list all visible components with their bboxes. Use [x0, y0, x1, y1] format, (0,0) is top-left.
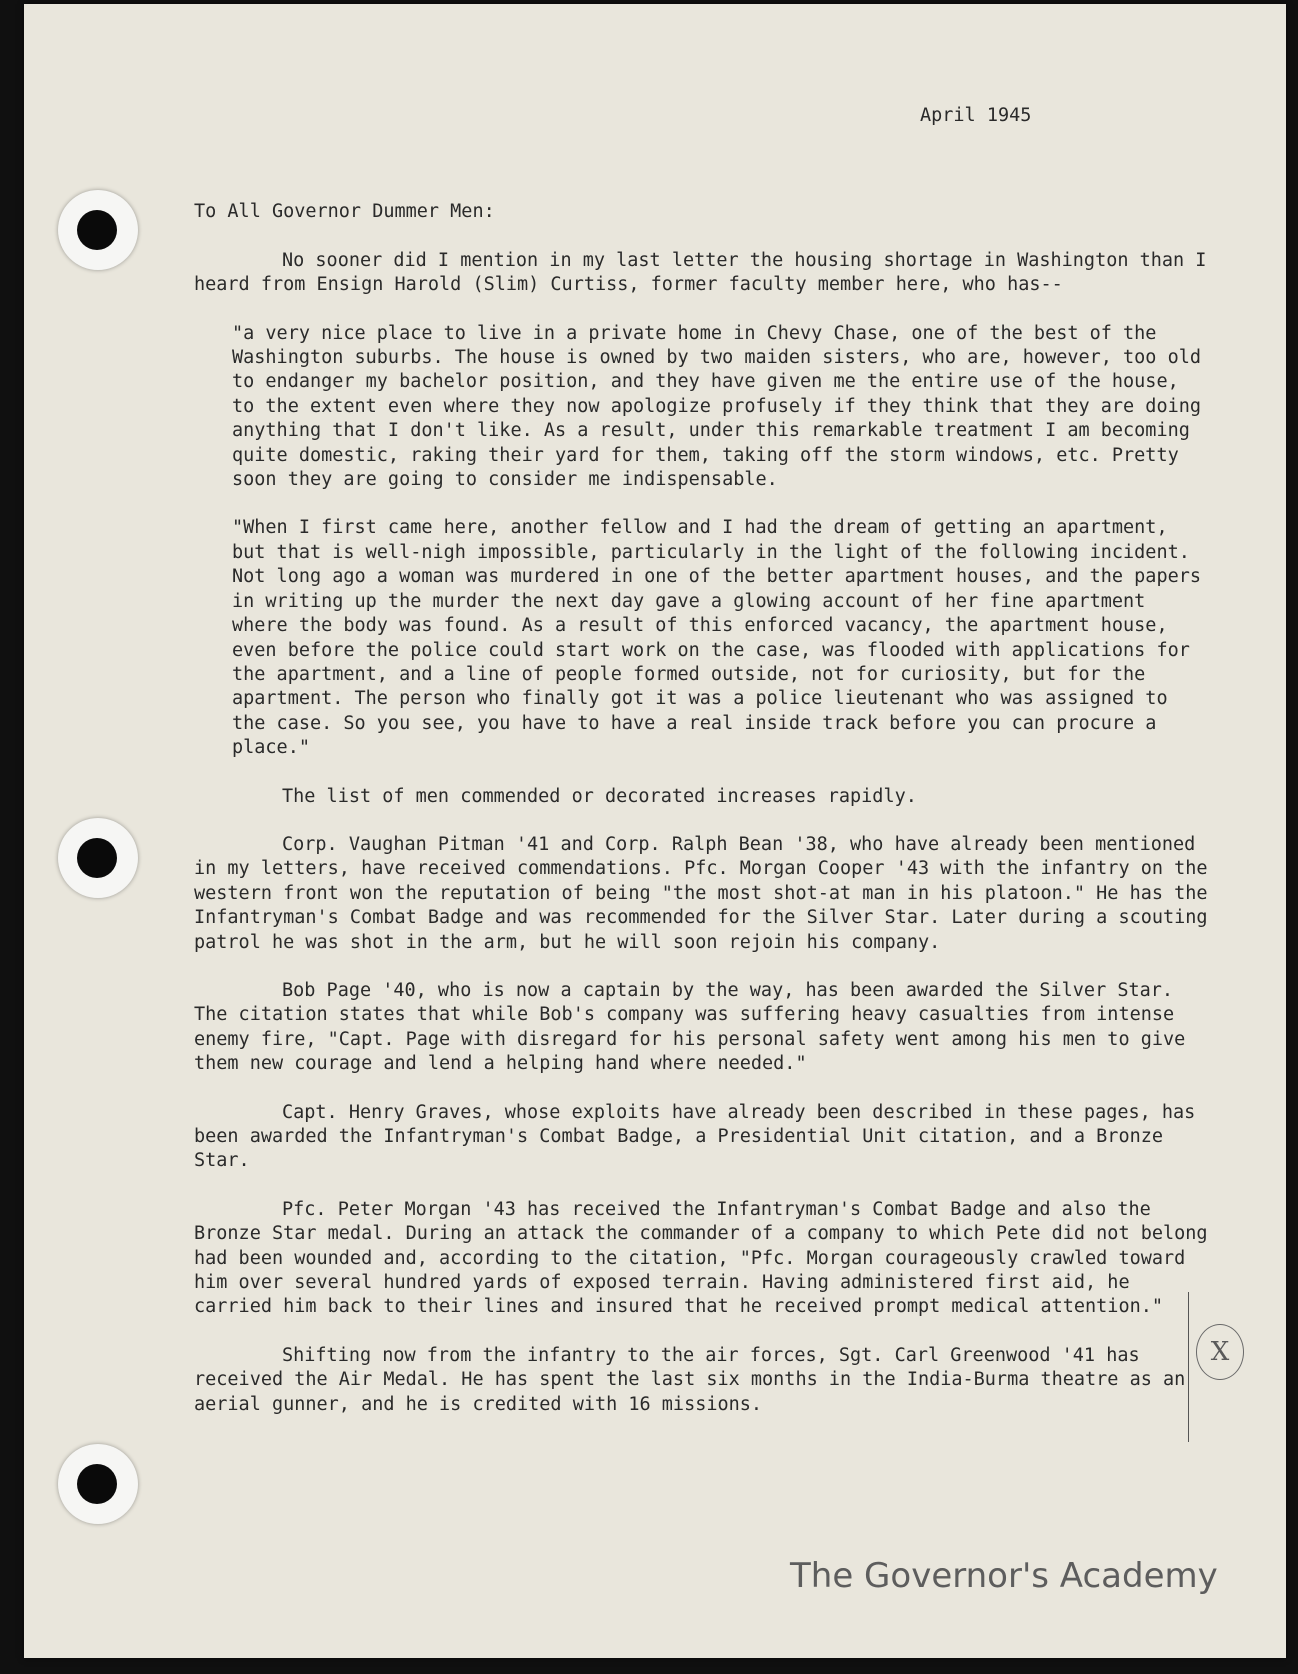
letter-body — [194, 104, 1214, 1441]
punch-hole-top — [58, 190, 138, 270]
watermark: The Governor's Academy — [790, 1556, 1218, 1596]
graves-paragraph: Capt. Henry Graves, whose exploits have already been described in these pages, has been awarded the Infantryman's Combat Badge, a Presidential Unit citation, and a Bronze Star. — [194, 1101, 1196, 1172]
commended-paragraph: The list of men commended or decorated increases rapidly. — [282, 785, 917, 807]
greenwood-paragraph: Shifting now from the infantry to the air forces, Sgt. Carl Greenwood '41 has received the Air Medal. He has spent the last six months in the India-Burma theatre as an aerial gunner, and he is credited with 16 missions. — [194, 1344, 1186, 1415]
page-paragraph: Bob Page '40, who is now a captain by the way, has been awarded the Silver Star. The citation states that while Bob's company was suffering heavy casualties from intense enemy fire, "Capt. Page with disregard for his personal safety went among his men to give them new courage and lend a helping hand where needed." — [194, 979, 1186, 1075]
quote-paragraph-1: "a very nice place to live in a private home in Chevy Chase, one of the best of the Washington suburbs. The house is owned by two maiden sisters, who are, however, too old to endanger my bachelor position, and they have given me the entire use of the house, to the extent even where they now apologize profusely if they think that they are doing anything that I don't like. As a result, under this remarkable treatment I am becoming quite domestic, raking their yard for them, taking off the storm windows, etc. Pretty soon they are going to consider me indispensable. — [232, 322, 1202, 491]
letter-date: April 1945 — [920, 105, 1032, 126]
intro-paragraph: No sooner did I mention in my last letter the housing shortage in Washington than I heard from Ensign Harold (Slim) Curtiss, former faculty member here, who has-- — [194, 249, 1207, 296]
morgan-paragraph: Pfc. Peter Morgan '43 has received the Infantryman's Combat Badge and also the Bronze Star medal. During an attack the commander of a company to which Pete did not belong had been wounded and, according to the citation, "Pfc. Morgan courageously crawled toward him over several hundred yards of exposed terrain. Having administered first aid, he carried him back to their lines and insured that he received prompt medical attention." — [194, 1198, 1208, 1318]
quote-paragraph-2: "When I first came here, another fellow and I had the dream of getting an apartment, but that is well-nigh impossible, particularly in the light of the following incident. Not long ago a woman was murdered in one of the better apartment houses, and the papers in writing up the murder the next day gave a glowing account of her fine apartment where the body was found. As a result of this enforced vacancy, the apartment house, even before the police could start work on the case, was flooded with applications for the apartment, and a line of people formed outside, not for curiosity, but for the apartment. The person who finally got it was a police lieutenant who was assigned to the case. So you see, you have to have a real inside track before you can procure a place." — [232, 517, 1202, 759]
salutation: To All Governor Dummer Men: — [194, 201, 495, 223]
punch-hole-bottom — [58, 1444, 138, 1524]
punch-hole-middle — [58, 818, 138, 898]
margin-bracket-mark — [1182, 1292, 1189, 1442]
pitman-paragraph: Corp. Vaughan Pitman '41 and Corp. Ralph Bean '38, who have already been mentioned in my letters, have received commendations. Pfc. Morgan Cooper '43 with the infantry on the western front won the reputation of being "the most shot-at man in his platoon." He has the Infantryman's Combat Badge and was recommended for the Silver Star. Later during a scouting patrol he was shot in the arm, but he will soon rejoin his company. — [194, 833, 1208, 953]
margin-x-mark: X — [1196, 1324, 1244, 1380]
letter-page — [24, 4, 1286, 1658]
